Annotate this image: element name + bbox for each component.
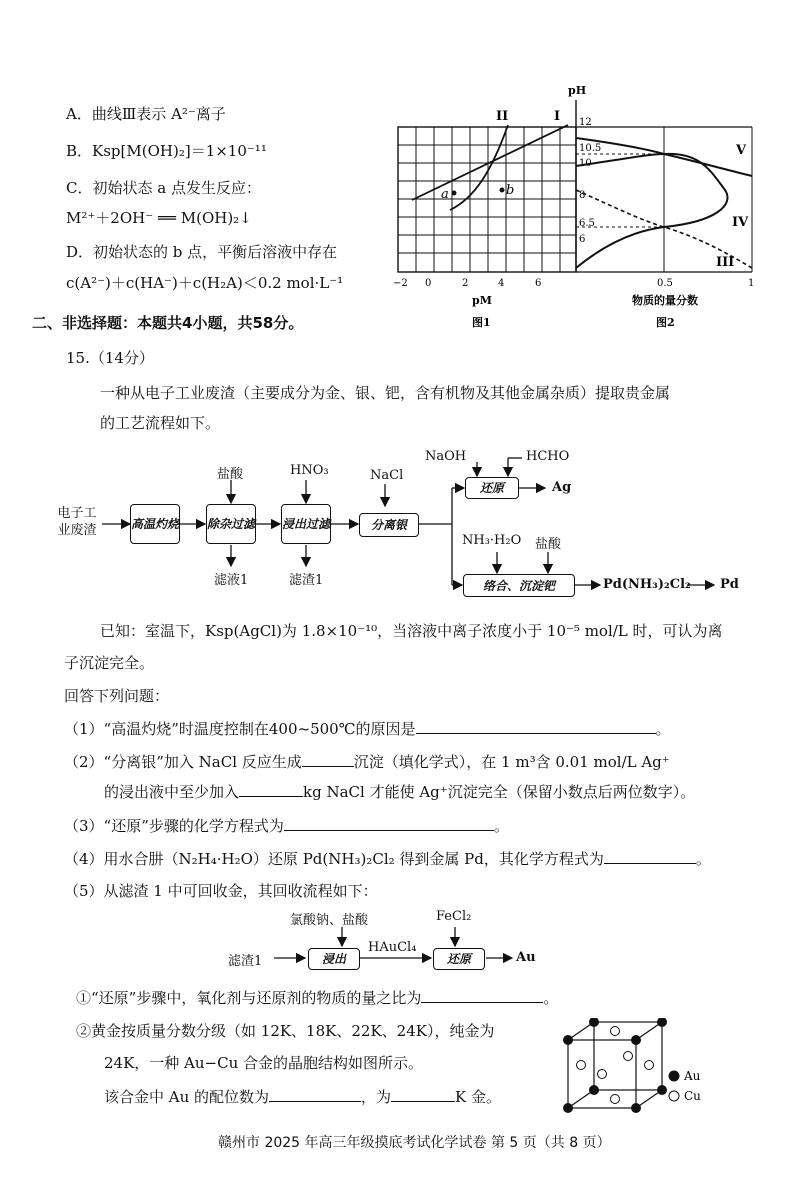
figure1-grid — [398, 127, 576, 272]
svg-text:0.5: 0.5 — [657, 278, 673, 289]
option-d-line1: D．初始状态的 b 点，平衡后溶液中存在 — [66, 243, 338, 261]
sub-question-5: （5）从滤渣 1 中可回收金，其回收流程如下： — [64, 882, 378, 900]
svg-text:2: 2 — [462, 278, 469, 289]
legend-cu-label: Cu — [684, 1089, 701, 1103]
reagent-hcl2: 盐酸 — [535, 537, 562, 552]
option-b: B．Ksp[M(OH)₂]＝1×10⁻¹¹ — [66, 142, 267, 160]
figure1-xticks — [393, 278, 541, 289]
sub-question-5-2c: 该合金中 Au 的配位数为 ，为 K 金。 — [104, 1088, 502, 1106]
q15-intro-line2: 的工艺流程如下。 — [100, 414, 221, 432]
flow-start: 电子工业废渣 — [57, 506, 97, 538]
sub-question-3: （3）“还原”步骤的化学方程式为 。 — [64, 817, 509, 835]
output-residue1: 滤渣1 — [289, 573, 324, 588]
option-c-line2: M²⁺＋2OH⁻ ══ M(OH)₂↓ — [66, 209, 252, 227]
option-d-line2: c(A²⁻)＋c(HA⁻)＋c(H₂A)＜0.2 mol·L⁻¹ — [66, 274, 344, 292]
flow-step-roast: 高温灼烧 — [130, 504, 180, 544]
svg-text:4: 4 — [498, 278, 505, 289]
svg-text:6: 6 — [579, 234, 586, 245]
legend-au-symbol — [669, 1071, 680, 1082]
svg-text:10: 10 — [579, 158, 592, 169]
point-b-marker — [500, 188, 505, 193]
sub-question-4: （4）用水合肼（N₂H₄·H₂O）还原 Pd(NH₃)₂Cl₂ 得到金属 Pd，其化学方程式为 。 — [64, 850, 711, 868]
section2-heading: 二、非选择题：本题共4小题，共58分。 — [32, 314, 304, 332]
flow-step-complex-pd: 络合、沉淀钯 — [463, 574, 575, 597]
answer-blank-karat[interactable] — [391, 1101, 455, 1102]
figure2-curve-IV — [576, 154, 727, 268]
flow-step-reduce: 还原 — [465, 477, 519, 499]
svg-text:0: 0 — [425, 278, 432, 289]
sub-question-5-2a: ②黄金按质量分数分级（如 12K、18K、22K、24K），纯金为 — [76, 1022, 495, 1040]
sub-question-1: （1）“高温灼烧”时温度控制在400~500℃的原因是 。 — [64, 720, 671, 738]
figure2-yticks — [579, 117, 601, 245]
figures-svg — [380, 80, 780, 342]
point-a-marker — [452, 191, 457, 196]
sub-question-2a: （2）“分离银”加入 NaCl 反应生成 沉淀（填化学式），在 1 m³含 0.01 mol/L Ag⁺ — [64, 753, 670, 771]
answer-blank-coordination[interactable] — [269, 1101, 361, 1102]
figure2-xlabel: 物质的量分数 — [632, 294, 698, 307]
answer-blank-5-1[interactable] — [421, 1002, 543, 1003]
flow2-start: 滤渣1 — [228, 954, 263, 969]
svg-text:10.5: 10.5 — [579, 143, 602, 154]
reagent-nacl: NaCl — [370, 468, 404, 483]
product-ag: Ag — [552, 480, 572, 495]
figure1-caption: 图1 — [472, 316, 491, 329]
answer-prompt: 回答下列问题： — [64, 687, 170, 705]
page-footer: 赣州市 2025 年高三年级摸底考试化学试卷 第 5 页（共 8 页） — [218, 1135, 611, 1151]
point-b-label: b — [506, 183, 515, 198]
svg-text:8: 8 — [579, 190, 586, 201]
answer-blank-3[interactable] — [284, 830, 494, 831]
svg-text:6: 6 — [535, 278, 542, 289]
figure2-axes — [576, 100, 752, 272]
reagent-naoh: NaOH — [425, 449, 467, 464]
option-c-line1: C．初始状态 a 点发生反应： — [66, 179, 261, 197]
reagent-hcl: 盐酸 — [217, 467, 244, 482]
svg-text:6.5: 6.5 — [579, 218, 595, 229]
flow2-step-reduce: 还原 — [433, 948, 485, 970]
figure1-xlabel: pM — [472, 294, 492, 307]
product-pd-complex: Pd(NH₃)₂Cl₂ — [603, 577, 691, 592]
curve-label-II: II — [496, 109, 509, 124]
flow2-step-leach: 浸出 — [308, 948, 360, 970]
svg-text:−2: −2 — [393, 278, 408, 289]
answer-blank-4[interactable] — [604, 863, 696, 864]
flow2-reagent1: 氯酸钠、盐酸 — [290, 913, 369, 928]
figure2-caption: 图2 — [656, 316, 675, 329]
figure2-xticks — [657, 278, 754, 289]
curve-label-IV: IV — [732, 215, 749, 230]
sub-question-2b: 的浸出液中至少加入 kg NaCl 才能使 Ag⁺沉淀完全（保留小数点后两位数字）。 — [104, 783, 696, 801]
flow-step-leach: 浸出过滤 — [281, 504, 331, 544]
curve-label-V: V — [736, 143, 747, 158]
product-pd: Pd — [720, 577, 739, 592]
curve-label-III: III — [716, 255, 735, 270]
cu-atoms — [577, 1027, 654, 1104]
answer-blank-1[interactable] — [416, 733, 656, 734]
flow2-intermediate: HAuCl₄ — [368, 940, 417, 955]
q15-intro-line1: 一种从电子工业废渣（主要成分为金、银、钯，含有机物及其他金属杂质）提取贵金属 — [100, 384, 671, 402]
reagent-hcho: HCHO — [526, 449, 570, 464]
flow2-product: Au — [516, 950, 536, 965]
known-line1: 已知：室温下，Ksp(AgCl)为 1.8×10⁻¹⁰，当溶液中离子浓度小于 10⁻⁵ mol/L 时，可认为离 — [100, 622, 723, 640]
answer-blank-2b[interactable] — [239, 796, 303, 797]
q15-number: 15.（14分） — [66, 349, 154, 367]
svg-text:12: 12 — [579, 117, 592, 128]
option-a: A．曲线Ⅲ表示 A²⁻离子 — [66, 105, 226, 123]
unit-cell-diagram — [556, 1018, 716, 1118]
legend-cu-symbol — [669, 1091, 679, 1101]
sub-question-5-2b: 24K，一种 Au−Cu 合金的晶胞结构如图所示。 — [104, 1054, 424, 1072]
output-filtrate1: 滤液1 — [214, 573, 249, 588]
reagent-nh3: NH₃·H₂O — [462, 533, 522, 548]
flow-step-filter1: 除杂过滤 — [206, 504, 256, 544]
flow2-reagent2: FeCl₂ — [436, 909, 472, 924]
flow-step-separate-silver: 分离银 — [359, 513, 419, 537]
svg-text:1: 1 — [748, 278, 755, 289]
curve-label-I: I — [554, 109, 561, 124]
point-a-label: a — [441, 187, 449, 202]
sub-question-5-1: ①“还原”步骤中，氧化剂与还原剂的物质的量之比为 。 — [76, 989, 559, 1007]
ph-axis-label: pH — [568, 84, 587, 97]
known-line2: 子沉淀完全。 — [64, 654, 155, 672]
answer-blank-2a[interactable] — [302, 766, 354, 767]
reagent-hno3: HNO₃ — [290, 463, 329, 478]
legend-au-label: Au — [684, 1069, 701, 1083]
